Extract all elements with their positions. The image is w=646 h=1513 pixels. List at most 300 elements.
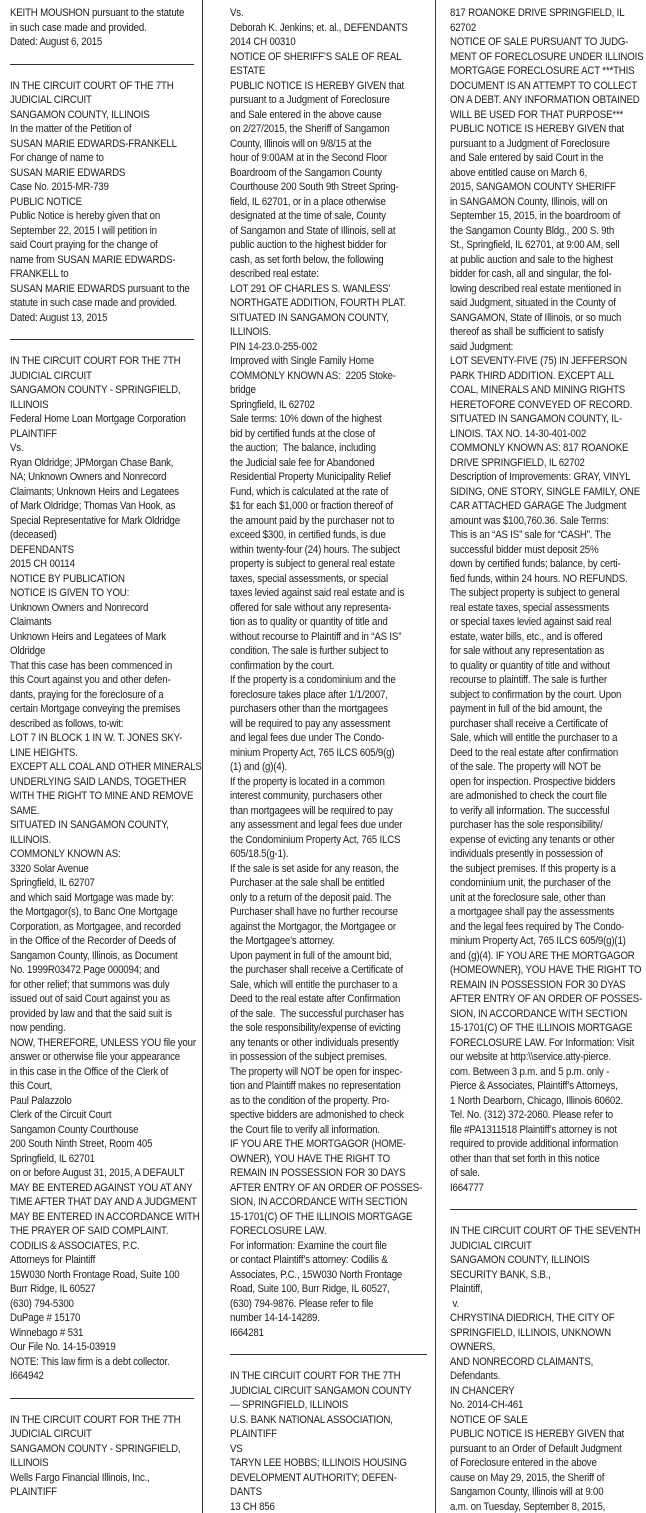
notice-line: AFTER ENTRY OF AN ORDER OF POSSES- xyxy=(230,1181,423,1194)
notice-line: Road, Suite 100, Burr Ridge, IL 60527, xyxy=(230,1283,390,1295)
notice-line: The property will NOT be open for inspec- xyxy=(230,1065,403,1078)
notice-line: Winnebago # 531 xyxy=(10,1326,84,1339)
notice-line: above entitled cause on March 6, xyxy=(450,166,587,179)
notice-line: IN THE CIRCUIT COURT FOR THE 7TH xyxy=(10,355,181,367)
notice-line: NA; Unknown Owners and Nonrecord xyxy=(10,471,167,483)
notice-line: taxes, special assessments, or special xyxy=(230,572,388,585)
notice-line: Wells Fargo Financial Illinois, Inc., xyxy=(10,1471,150,1484)
notice-line: on 2/27/2015, the Sheriff of Sangamon xyxy=(230,123,390,135)
notice-line: SECURITY BANK, S.B., xyxy=(450,1268,551,1281)
notice-line: Boardroom of the Sangamon County xyxy=(230,166,383,179)
notice-line: Upon payment in full of the amount bid, xyxy=(230,949,392,962)
notice-line: Tel. No. (312) 372-2060. Please refer to xyxy=(450,1109,614,1121)
notice-line: to verify all information. The successful xyxy=(450,804,610,817)
notice-line: PARK THIRD ADDITION. EXCEPT ALL xyxy=(450,369,614,382)
notice-line: For change of name to xyxy=(10,152,104,164)
notice-line: MENT OF FORECLOSURE UNDER ILLINOIS xyxy=(450,50,644,63)
notice-line: SPRINGFIELD, ILLINOIS, UNKNOWN xyxy=(450,1326,611,1339)
notice-line: bid by certified funds at the close of xyxy=(230,427,376,440)
notice-line: I664777 xyxy=(450,1181,484,1194)
notice-line: condominium unit, the purchaser of the xyxy=(450,877,611,889)
notice-line: 605/18.5(g-1). xyxy=(230,848,289,860)
notice-line: SION, IN ACCORDANCE WITH SECTION xyxy=(230,1196,408,1208)
notice-line: the auction; The balance, including xyxy=(230,442,376,454)
notice-line: to quality or quantity of title and without xyxy=(450,659,610,672)
notice-line: within twenty-four (24) hours. The subject xyxy=(230,543,400,556)
notice-line: 817 ROANOKE DRIVE SPRINGFIELD, IL xyxy=(450,7,625,19)
notice-line: the Mortgagor(s), to Banc One Mortgage xyxy=(10,906,178,918)
notice-column-3 xyxy=(436,0,645,1513)
notice-line: issued out of said Court against you as xyxy=(10,993,170,1005)
notice-line: DEFENDANTS xyxy=(10,543,74,556)
notice-line: LINE HEIGHTS. xyxy=(10,746,78,759)
notice-line: said Judgment: xyxy=(450,340,514,353)
notice-line: 2014 CH 00310 xyxy=(230,36,296,48)
notice-line: 200 South Ninth Street, Room 405 xyxy=(10,1138,153,1150)
notice-line: Fund, which is calculated at the rate of xyxy=(230,485,389,498)
notice-line: Vs. xyxy=(230,7,244,19)
notice-line: SANGAMON COUNTY, ILLINOIS xyxy=(450,1254,590,1266)
notice-line: CODILIS & ASSOCIATES, P.C. xyxy=(10,1239,140,1252)
notice-line: taxes levied against said real estate and is xyxy=(230,587,405,599)
notice-line: and legal fees due under The Condo- xyxy=(230,732,385,744)
notice-line: purchasers other than the mortgagees xyxy=(230,703,388,715)
notice-line: on or before August 31, 2015, A DEFAULT xyxy=(10,1167,185,1179)
notice-line: SUSAN MARIE EDWARDS xyxy=(10,166,126,179)
notice-line: a.m. on Tuesday, September 8, 2015, xyxy=(450,1500,606,1513)
notice-line: September 15, 2015, in the boardroom of xyxy=(450,210,621,222)
notice-line: PUBLIC NOTICE IS HEREBY GIVEN that xyxy=(450,1428,625,1440)
notice-line: Sale, which will entitle the purchaser to a xyxy=(450,732,618,744)
notice-line: If the sale is set aside for any reason, the xyxy=(230,862,399,875)
notice-line: This is an “AS IS” sale for “CASH”. The xyxy=(450,529,611,541)
notice-line: at public auction and sale to the highest xyxy=(450,253,613,266)
legal-notice-section xyxy=(230,6,435,1340)
notice-line: condition. The sale is further subject to xyxy=(230,645,389,657)
notice-line: Paul Palazzolo xyxy=(10,1094,72,1107)
notice-line: designated at the time of sale, County xyxy=(230,210,386,222)
notice-line: the Mortgagee’s attorney. xyxy=(230,935,335,947)
legal-notice-section xyxy=(10,79,202,326)
notice-line: TARYN LEE HOBBS; ILLINOIS HOUSING xyxy=(230,1457,407,1469)
notice-line: PUBLIC NOTICE IS HEREBY GIVEN that xyxy=(230,79,405,92)
notice-line: SAME. xyxy=(10,804,40,817)
notice-line: in the Office of the Recorder of Deeds of xyxy=(10,935,176,947)
notice-line: TIME AFTER THAT DAY AND A JUDGMENT xyxy=(10,1196,197,1208)
notice-line: estate, water bills, etc., and is offered xyxy=(450,630,603,643)
notice-line: the purchaser shall receive a Certificate of xyxy=(230,964,404,976)
notice-line: SION, IN ACCORDANCE WITH SECTION xyxy=(450,1007,628,1020)
notice-line: 3320 Solar Avenue xyxy=(10,862,89,875)
notice-line: purchaser has the sole responsibility/ xyxy=(450,819,603,831)
legal-notice-section xyxy=(450,1224,645,1513)
notice-line: IN THE CIRCUIT COURT FOR THE 7TH xyxy=(10,1413,181,1426)
notice-line: the Condominium Property Act, 765 ILCS xyxy=(230,833,401,846)
notice-line: IN CHANCERY xyxy=(450,1384,515,1397)
legal-notice-section xyxy=(230,1369,435,1513)
notice-line: FRANKELL to xyxy=(10,268,69,280)
notice-line: Public Notice is hereby given that on xyxy=(10,210,161,222)
notice-line: (630) 794-9876. Please refer to file xyxy=(230,1297,374,1310)
notice-line: FORECLOSURE LAW. xyxy=(230,1225,327,1237)
notice-line: and (g)(4). IF YOU ARE THE MORTGAGOR xyxy=(450,949,635,962)
notice-line: tion and Plaintiff makes no representation xyxy=(230,1080,401,1092)
notice-line: foreclosure takes place after 1/1/2007, xyxy=(230,688,388,701)
notice-line: Sangamon County, Illinois will at 9:00 xyxy=(450,1486,604,1498)
notice-line: Dated: August 13, 2015 xyxy=(10,311,108,324)
notice-line: MORTGAGE FORECLOSURE ACT ***THIS xyxy=(450,65,635,77)
notice-line: DOCUMENT IS AN ATTEMPT TO COLLECT xyxy=(450,79,637,92)
notice-line: unit at the foreclosure sale, other than xyxy=(450,891,606,904)
notice-line: Springfield, IL 62701 xyxy=(10,1152,95,1165)
notice-line: PLAINTIFF xyxy=(10,1486,57,1498)
legal-notice-section xyxy=(10,1413,202,1500)
legal-notice-section xyxy=(10,6,202,50)
notice-line: HERETOFORE CONVEYED OF RECORD. xyxy=(450,398,633,411)
notice-line: Vs. xyxy=(10,442,24,454)
notice-line: required to provide additional information xyxy=(450,1138,619,1150)
notice-line: AFTER ENTRY OF AN ORDER OF POSSES- xyxy=(450,993,643,1005)
notice-line: JUDICIAL CIRCUIT xyxy=(10,369,92,382)
notice-line: LINOIS. TAX NO. 14-30-401-002 xyxy=(450,427,587,440)
section-divider xyxy=(10,1398,194,1399)
notice-line: only to a return of the deposit paid. The xyxy=(230,891,392,904)
notice-line: NOW, THEREFORE, UNLESS YOU file your xyxy=(10,1036,196,1049)
notice-line: SANGAMON COUNTY - SPRINGFIELD, xyxy=(10,384,181,396)
notice-line: statute in such case made and provided. xyxy=(10,297,177,309)
notice-line: purchaser shall receive a Certificate of xyxy=(450,717,608,730)
notice-line: LOT SEVENTY-FIVE (75) IN JEFFERSON xyxy=(450,355,627,367)
notice-line: PUBLIC NOTICE IS HEREBY GIVEN that xyxy=(450,123,625,135)
notice-line: said Court praying for the change of xyxy=(10,239,158,251)
notice-line: NOTICE OF SHERIFF’S SALE OF REAL xyxy=(230,50,402,63)
section-divider xyxy=(10,64,194,65)
notice-line: JUDICIAL CIRCUIT xyxy=(10,1428,92,1440)
notice-line: Unknown Heirs and Legatees of Mark xyxy=(10,630,166,643)
notice-line: described real estate: xyxy=(230,268,319,280)
notice-line: (HOMEOWNER), YOU HAVE THE RIGHT TO xyxy=(450,964,642,976)
notice-line: down by certified funds; balance, by certi- xyxy=(450,558,621,570)
section-divider xyxy=(450,1209,637,1210)
notice-line: UNDERLYING SAID LANDS, TOGETHER xyxy=(10,775,187,788)
legal-notice-section xyxy=(450,6,645,1195)
notice-line: Case No. 2015-MR-739 xyxy=(10,181,109,193)
notice-line: Sangamon County, Illinois, as Document xyxy=(10,949,178,962)
notice-line: WITH THE RIGHT TO MINE AND REMOVE xyxy=(10,790,194,802)
notice-line: minium Property Act, 765 ILCS 605/9(g) xyxy=(230,746,395,759)
notice-line: NOTICE OF SALE PURSUANT TO JUDG- xyxy=(450,36,629,48)
notice-line: Residential Property Municipality Relief xyxy=(230,471,391,483)
notice-line: COMMONLY KNOWN AS: 2205 Stoke- xyxy=(230,369,396,382)
notice-line: I664942 xyxy=(10,1370,44,1382)
notice-line: against the Mortgagor, the Mortgagee or xyxy=(230,920,396,933)
notice-line: expense of evicting any tenants or other xyxy=(450,833,615,846)
notice-line: WILL BE USED FOR THAT PURPOSE*** xyxy=(450,108,624,121)
notice-line: Burr Ridge, IL 60527 xyxy=(10,1283,96,1295)
notice-line: Sale, which will entitle the purchaser to a xyxy=(230,978,398,991)
notice-line: St., Springfield, IL 62701, at 9:00 AM, sell xyxy=(450,239,620,251)
notice-line: and the legal fees required by The Condo- xyxy=(450,920,624,933)
notice-line: real estate taxes, special assessments xyxy=(450,601,610,614)
notice-line: NOTICE OF SALE xyxy=(450,1413,528,1426)
notice-line: answer or otherwise file your appearance xyxy=(10,1051,180,1063)
notice-line: CHRYSTINA DIEDRICH, THE CITY OF xyxy=(450,1312,615,1324)
notice-line: bidder for cash, all and singular, the fol- xyxy=(450,268,612,280)
notice-line: Springfield, IL 62702 xyxy=(230,398,315,411)
notice-line: 62702 xyxy=(450,21,477,34)
notice-line: confirmation by the court. xyxy=(230,659,335,672)
notice-line: name from SUSAN MARIE EDWARDS- xyxy=(10,253,176,266)
notice-line: than mortgagees will be required to pay xyxy=(230,804,393,817)
notice-line: the Sangamon County Bldg., 200 S. 9th xyxy=(450,224,615,237)
notice-line: COMMONLY KNOWN AS: 817 ROANOKE xyxy=(450,442,629,454)
notice-line: our website at http:\\service.atty-pierce. xyxy=(450,1051,612,1063)
notice-line: SUSAN MARIE EDWARDS pursuant to the xyxy=(10,282,190,295)
notice-line: — SPRINGFIELD, ILLINOIS xyxy=(230,1399,349,1411)
notice-line: SITUATED IN SANGAMON COUNTY, xyxy=(230,311,389,324)
notice-line: the subject premises. If this property is a xyxy=(450,862,616,875)
notice-line: fied funds, within 24 hours. NO REFUNDS. xyxy=(450,572,628,585)
notice-line: DRIVE SPRINGFIELD, IL 62702 xyxy=(450,456,585,469)
notice-line: Attorneys for Plaintiff xyxy=(10,1254,96,1266)
notice-line: LOT 7 IN BLOCK 1 IN W. T. JONES SKY- xyxy=(10,732,183,744)
notice-line: LOT 291 OF CHARLES S. WANLESS’ xyxy=(230,282,391,295)
notice-line: If the property is located in a common xyxy=(230,775,385,788)
notice-line: the Court file to verify all information. xyxy=(230,1123,380,1136)
notice-line: certain Mortgage conveying the premises xyxy=(10,703,181,715)
notice-line: The subject property is subject to general xyxy=(450,587,620,599)
notice-line: the Judicial sale fee for Abandoned xyxy=(230,456,375,469)
notice-line: of Mark Oldridge; Thomas Van Hook, as xyxy=(10,500,176,512)
notice-line: OWNER), YOU HAVE THE RIGHT TO xyxy=(230,1152,391,1165)
notice-line: DuPage # 15170 xyxy=(10,1312,81,1324)
notice-line: DANTS xyxy=(230,1486,262,1498)
notice-line: Clerk of the Circuit Court xyxy=(10,1109,112,1121)
notice-line: If the property is a condominium and the xyxy=(230,674,396,686)
notice-line: in such case made and provided. xyxy=(10,21,147,34)
notice-line: 2015, SANGAMON COUNTY SHERIFF xyxy=(450,181,616,193)
notice-line: ILLINOIS. xyxy=(10,833,51,846)
notice-line: provided by law and that the said suit is xyxy=(10,1007,172,1020)
notice-line: Oldridge xyxy=(10,645,46,657)
notice-line: SANGAMON, State of Illinois, or so much xyxy=(450,311,622,324)
notice-line: Deed to the real estate after Confirmation xyxy=(230,993,401,1005)
notice-line: interest community, purchasers other xyxy=(230,790,383,802)
notice-line: Springfield, IL 62707 xyxy=(10,877,95,889)
notice-line: Description of Improvements: GRAY, VINYL xyxy=(450,471,631,483)
notice-line: JUDICIAL CIRCUIT xyxy=(10,94,92,106)
notice-line: com. Between 3 p.m. and 5 p.m. only - xyxy=(450,1065,610,1078)
notice-line: minium Property Act, 765 ILCS 605/9(g)(1) xyxy=(450,935,626,947)
notice-line: PUBLIC NOTICE xyxy=(10,195,82,208)
notice-line: in SANGAMON County, Illinois, will on xyxy=(450,195,608,208)
section-divider xyxy=(230,1354,427,1355)
notice-line: amount was $100,760.36. Sale Terms: xyxy=(450,514,609,527)
notice-line: (1) and (g)(4). xyxy=(230,761,288,773)
notice-line: EXCEPT ALL COAL AND OTHER MINERALS xyxy=(10,761,202,773)
notice-line: ILLINOIS xyxy=(10,398,49,411)
notice-line: pursuant to a Judgment of Foreclosure xyxy=(230,94,390,106)
notice-line: and which said Mortgage was made by: xyxy=(10,891,174,904)
notice-line: 2015 CH 00114 xyxy=(10,558,75,570)
notice-line: in possession of the subject premises. xyxy=(230,1051,387,1063)
notice-line: PLAINTIFF xyxy=(230,1428,277,1440)
notice-line: September 22, 2015 I will petition in xyxy=(10,224,157,237)
notice-line: I664281 xyxy=(230,1326,264,1339)
notice-line: No. 1999R03472 Page 000094; and xyxy=(10,964,160,976)
notice-line: Defendants. xyxy=(450,1370,501,1382)
notice-line: FORECLOSURE LAW. For Information: Visit xyxy=(450,1036,635,1049)
notice-line: of the sale. The property will NOT be xyxy=(450,761,601,773)
notice-line: PIN 14-23.0-255-002 xyxy=(230,340,318,353)
notice-line: $1 for each $1,000 or fraction thereof of xyxy=(230,500,393,512)
notice-line: SITUATED IN SANGAMON COUNTY, xyxy=(10,819,169,831)
notice-line: Our File No. 14-15-03919 xyxy=(10,1341,116,1353)
notice-line: Special Representative for Mark Oldridge xyxy=(10,514,180,527)
notice-line: without recourse to Plaintiff and in “AS IS” xyxy=(230,630,402,643)
notice-line: SANGAMON COUNTY, ILLINOIS xyxy=(10,108,150,121)
notice-line: THE PRAYER OF SAID COMPLAINT. xyxy=(10,1225,169,1237)
notice-line: v. xyxy=(450,1297,459,1310)
notice-line: now pending. xyxy=(10,1022,66,1034)
notice-line: REMAIN IN POSSESSION FOR 30 DYAS xyxy=(450,978,626,991)
notice-line: individuals presently in possession of xyxy=(450,848,603,860)
notice-line: IN THE CIRCUIT COURT OF THE SEVENTH xyxy=(450,1225,641,1237)
notice-line: Sangamon County Courthouse xyxy=(10,1123,139,1136)
notice-line: PLAINTIFF xyxy=(10,427,57,440)
notice-line: (630) 794-5300 xyxy=(10,1297,74,1310)
notice-line: JUDICIAL CIRCUIT SANGAMON COUNTY xyxy=(230,1384,412,1397)
notice-line: Unknown Owners and Nonrecord xyxy=(10,601,149,614)
notice-line: of sale. xyxy=(450,1167,480,1179)
notice-line: hour of 9:00AM at in the Second Floor xyxy=(230,152,388,164)
notice-line: VS xyxy=(230,1442,243,1455)
notice-line: open for inspection. Prospective bidders xyxy=(450,775,616,788)
notice-line: Corporation, as Mortgagee, and recorded xyxy=(10,920,181,933)
notice-line: the amount paid by the purchaser not to xyxy=(230,514,395,527)
notice-line: 1 North Dearborn, Chicago, Illinois 60602. xyxy=(450,1094,623,1107)
notice-line: U.S. BANK NATIONAL ASSOCIATION, xyxy=(230,1413,393,1426)
notice-line: and Sale entered in the above cause xyxy=(230,108,382,121)
notice-line: Deed to the real estate after confirmation xyxy=(450,746,619,759)
notice-line: Purchaser shall have no further recourse xyxy=(230,906,398,918)
notice-line: SITUATED IN SANGAMON COUNTY, IL- xyxy=(450,413,623,425)
notice-line: described as follows, to-wit: xyxy=(10,717,124,730)
notice-line: Improved with Single Family Home xyxy=(230,355,374,367)
notice-line: 15W030 North Frontage Road, Suite 100 xyxy=(10,1268,180,1281)
notice-line: Claimants; Unknown Heirs and Legatees xyxy=(10,485,179,498)
notice-line: this Court, xyxy=(10,1080,53,1092)
notice-line: subject to confirmation by the court. Upon xyxy=(450,688,622,701)
notice-line: or special taxes levied against said real xyxy=(450,616,612,628)
notice-line: (deceased) xyxy=(10,529,57,541)
notice-line: In the matter of the Petition of xyxy=(10,123,132,135)
notice-line: No. 2014-CH-461 xyxy=(450,1399,524,1411)
notice-line: the sole responsibility/expense of evicting xyxy=(230,1022,401,1034)
notice-line: KEITH MOUSHON pursuant to the statute xyxy=(10,7,185,19)
notice-line: Dated: August 6, 2015 xyxy=(10,36,103,48)
notice-line: ON A DEBT. ANY INFORMATION OBTAINED xyxy=(450,94,640,106)
notice-line: IN THE CIRCUIT COURT OF THE 7TH xyxy=(10,79,174,92)
notice-line: ILLINOIS. xyxy=(230,326,271,338)
notice-line: said Judgment, situated in the County of xyxy=(450,297,616,309)
notice-line: of Sangamon and State of Illinois, sell at xyxy=(230,224,396,237)
notice-line: thereof as shall be sufficient to satisfy xyxy=(450,326,604,338)
notice-line: Purchaser at the sale shall be entitled xyxy=(230,877,385,889)
notice-line: cause on May 29, 2015, the Sheriff of xyxy=(450,1471,605,1484)
notice-line: Deborah K. Jenkins; et. al., DEFENDANTS xyxy=(230,21,408,34)
notice-line: 15-1701(C) OF THE ILLINOIS MORTGAGE xyxy=(230,1210,413,1223)
notice-line: NOTICE IS GIVEN TO YOU: xyxy=(10,587,130,599)
notice-line: bridge xyxy=(230,384,256,396)
notice-line: AND NONRECORD CLAIMANTS, xyxy=(450,1355,594,1368)
notice-line: payment in full of the bid amount, the xyxy=(450,703,603,715)
notice-line: spective bidders are admonished to check xyxy=(230,1109,404,1121)
notice-line: SUSAN MARIE EDWARDS-FRANKELL xyxy=(10,137,177,150)
notice-line: a mortgagee shall pay the assessments xyxy=(450,906,615,918)
notice-line: pursuant to an Order of Default Judgment xyxy=(450,1442,622,1455)
notice-line: or contact Plaintiff’s attorney: Codilis & xyxy=(230,1254,388,1266)
notice-line: County, Illinois will on 9/8/15 at the xyxy=(230,137,372,150)
notice-line: cash, as set forth below, the following xyxy=(230,253,384,266)
notice-line: IN THE CIRCUIT COURT FOR THE 7TH xyxy=(230,1370,401,1382)
notice-line: Courthouse 200 South 9th Street Spring- xyxy=(230,181,399,193)
notice-line: number 14-14-14289. xyxy=(230,1312,320,1324)
notice-line: COMMONLY KNOWN AS: xyxy=(10,848,121,860)
notice-line: offered for sale without any representa- xyxy=(230,601,392,614)
notice-line: Sale terms: 10% down of the highest xyxy=(230,413,382,425)
notice-line: Plaintiff, xyxy=(450,1283,483,1295)
notice-line: as to the condition of the property. Pro- xyxy=(230,1094,390,1107)
notice-line: ESTATE xyxy=(230,65,266,77)
notice-line: any assessment and legal fees due under xyxy=(230,819,403,831)
legal-notice-section xyxy=(10,354,202,1384)
notice-line: OWNERS, xyxy=(450,1341,496,1353)
notice-line: of Foreclosure entered in the above xyxy=(450,1457,597,1469)
notice-line: for sale without any representation as xyxy=(450,645,605,657)
notice-line: IF YOU ARE THE MORTGAGOR (HOME- xyxy=(230,1138,406,1150)
notice-line: any tenants or other individuals presently xyxy=(230,1036,399,1049)
notice-line: pursuant to a Judgment of Foreclosure xyxy=(450,137,610,150)
notice-line: field, IL 62701, or in a place otherwise xyxy=(230,195,386,208)
notice-line: Associates, P.C., 15W030 North Frontage xyxy=(230,1268,403,1281)
notice-line: in this case in the Office of the Clerk of xyxy=(10,1065,169,1078)
notice-line: and Sale entered by said Court in the xyxy=(450,152,604,164)
notice-line: SIDING, ONE STORY, SINGLE FAMILY, ONE xyxy=(450,485,641,498)
notice-line: NOTE: This law firm is a debt collector. xyxy=(10,1355,170,1368)
notice-line: Federal Home Loan Mortgage Corporation xyxy=(10,413,186,425)
notice-line: for other relief; that summons was duly xyxy=(10,978,170,991)
notice-line: MAY BE ENTERED AGAINST YOU AT ANY xyxy=(10,1181,193,1194)
notice-line: Claimants xyxy=(10,616,52,628)
notice-column-1 xyxy=(0,0,203,1513)
notice-line: lowing described real estate mentioned in xyxy=(450,282,621,295)
notice-line: will be required to pay any assessment xyxy=(230,717,391,730)
notice-line: NORTHGATE ADDITION, FOURTH PLAT. xyxy=(230,297,406,309)
notice-line: of the sale. The successful purchaser has xyxy=(230,1007,404,1020)
notice-line: Pierce & Associates, Plaintiff’s Attorneys, xyxy=(450,1080,618,1092)
section-divider xyxy=(10,339,194,340)
notice-line: file #PA1311518 Plaintiff’s attorney is not xyxy=(450,1123,617,1136)
notice-line: tion as to quality or quantity of title and xyxy=(230,616,388,628)
notice-line: COAL, MINERALS AND MINING RIGHTS xyxy=(450,384,626,396)
notice-line: this Court against you and other defen- xyxy=(10,674,171,686)
notice-line: For information: Examine the court file xyxy=(230,1239,387,1252)
notice-column-2 xyxy=(203,0,436,1513)
notice-line: DEVELOPMENT AUTHORITY; DEFEN- xyxy=(230,1471,397,1484)
notice-line: CAR ATTACHED GARAGE The Judgment xyxy=(450,500,627,512)
notice-line: Ryan Oldridge; JPMorgan Chase Bank, xyxy=(10,456,174,469)
